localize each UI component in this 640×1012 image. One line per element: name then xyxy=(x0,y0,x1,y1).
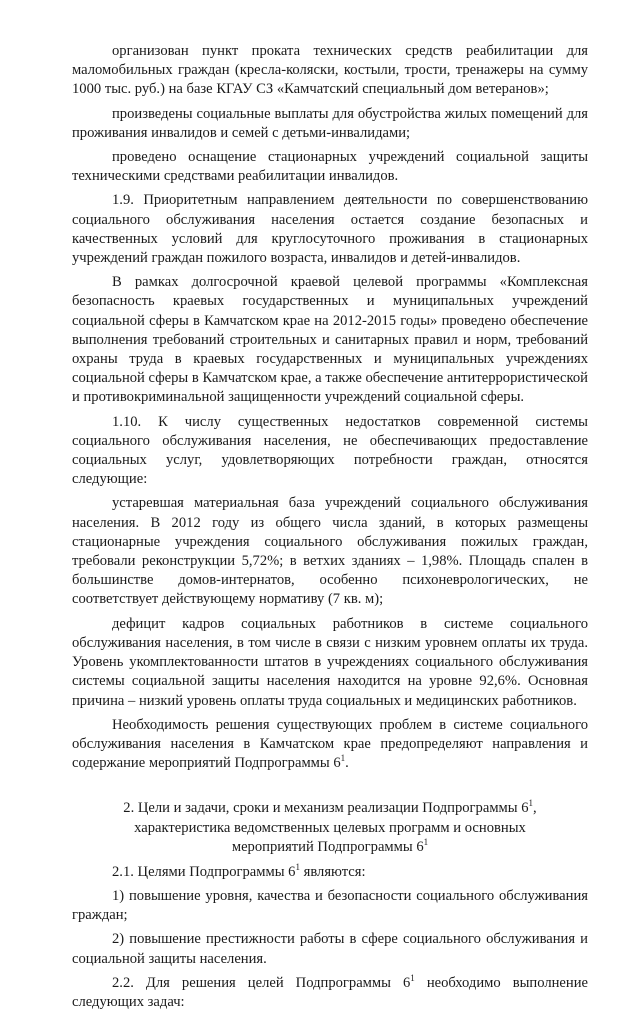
paragraph-2-2-text: 2.2. Для решения целей Подпрограммы 6 xyxy=(112,974,411,991)
paragraph-goal-1: 1) повышение уровня, качества и безопасности социального обслуживания граждан; xyxy=(72,888,588,924)
paragraph-2-2 xyxy=(72,974,588,1012)
superscript: 1 xyxy=(340,753,346,764)
paragraph-outdated-base: устаревшая материальная база учреждений социального обслуживания населения. В 2012 году из общего числа зданий, в которых размещены стационарные учреждения социального обслуживания пожилых граждан, требовали реконструкции 5,72%; в ветхих зданиях – 1,98%. Площадь спален в большинстве домов-интернатов, особенно психоневрологических, не соответствует действующему нормативу (7 кв. м); xyxy=(72,495,588,608)
heading-line-3 xyxy=(72,838,588,858)
superscript: 1 xyxy=(295,861,300,872)
paragraph-necessity-tail: . xyxy=(345,755,349,772)
heading-line-2: характеристика ведомственных целевых программ и основных xyxy=(134,819,526,836)
section-heading xyxy=(72,799,588,858)
paragraph-safety-program: В рамках долгосрочной краевой целевой программы «Комплексная безопасность краевых государственных и муниципальных учреждений социальной сферы в Камчатском крае на 2012-2015 годы» проведено обеспечение выполнения требований строительных и санитарных правил и норм, требований охраны труда в краевых государственных и муниципальных учреждениях социальной сферы в Камчатском крае, а также обеспечение антитеррористической и противокриминальной защищенности учреждений социальной сферы. xyxy=(72,274,588,406)
heading-line-1-text: 2. Цели и задачи, сроки и механизм реализации Подпрограммы 6 xyxy=(123,800,529,817)
paragraph-staff-deficit: дефицит кадров социальных работников в системе социального обслуживания населения, в том числе в связи с низким уровнем оплаты их труда. Уровень укомплектованности штатов в учреждениях социального обслуживания системы социальной защиты населения находится на уровне 92,6%. Основная причина – низкий уровень оплаты труда социальных и медицинских работников. xyxy=(72,615,588,709)
paragraph-1-9: 1.9. Приоритетным направлением деятельности по совершенствованию социального обслуживания населения остается создание безопасных и качественных условий для круглосуточного проживания в стационарных учреждений граждан пожилого возраста, инвалидов и детей-инвалидов. xyxy=(72,192,588,267)
paragraph-necessity xyxy=(72,716,588,774)
heading-line-1 xyxy=(72,799,588,819)
paragraph-2-1 xyxy=(72,863,588,882)
paragraph-necessity-text: Необходимость решения существующих проблем в системе социального обслуживания населения в Камчатском крае предопределяют направления и содержание мероприятий Подпрограммы 6 xyxy=(72,716,588,772)
heading-line-3-text: мероприятий Подпрограммы 6 xyxy=(231,839,424,856)
superscript: 1 xyxy=(528,798,534,809)
superscript: 1 xyxy=(423,837,429,848)
paragraph-social-payments: произведены социальные выплаты для обустройства жилых помещений для проживания инвалидов и семей с детьми-инвалидами; xyxy=(72,105,588,141)
paragraph-1-10: 1.10. К числу существенных недостатков современной системы социального обслуживания населения, не обеспечивающих предоставление социальных услуг, удовлетворяющих потребности граждан, относятся следующие: xyxy=(72,413,588,488)
heading-line-1-tail: , xyxy=(533,800,537,817)
paragraph-goal-2: 2) повышение престижности работы в сфере социального обслуживания и социальной защиты населения. xyxy=(72,931,588,967)
paragraph-2-1-text: 2.1. Целями Подпрограммы 6 xyxy=(112,863,296,880)
paragraph-equipment: проведено оснащение стационарных учреждений социальной защиты техническими средствами реабилитации инвалидов. xyxy=(72,149,588,185)
superscript: 1 xyxy=(410,972,415,983)
paragraph-rental-point: организован пункт проката технических средств реабилитации для маломобильных граждан (кресла-коляски, костыли, трости, тренажеры на сумму 1000 тыс. руб.) на базе КГАУ СЗ «Камчатский специальный дом ветеранов»; xyxy=(72,43,588,98)
paragraph-2-2-tail: необходимо выполнение следующих задач: xyxy=(72,974,588,1011)
paragraph-2-1-tail: являются: xyxy=(299,863,366,880)
